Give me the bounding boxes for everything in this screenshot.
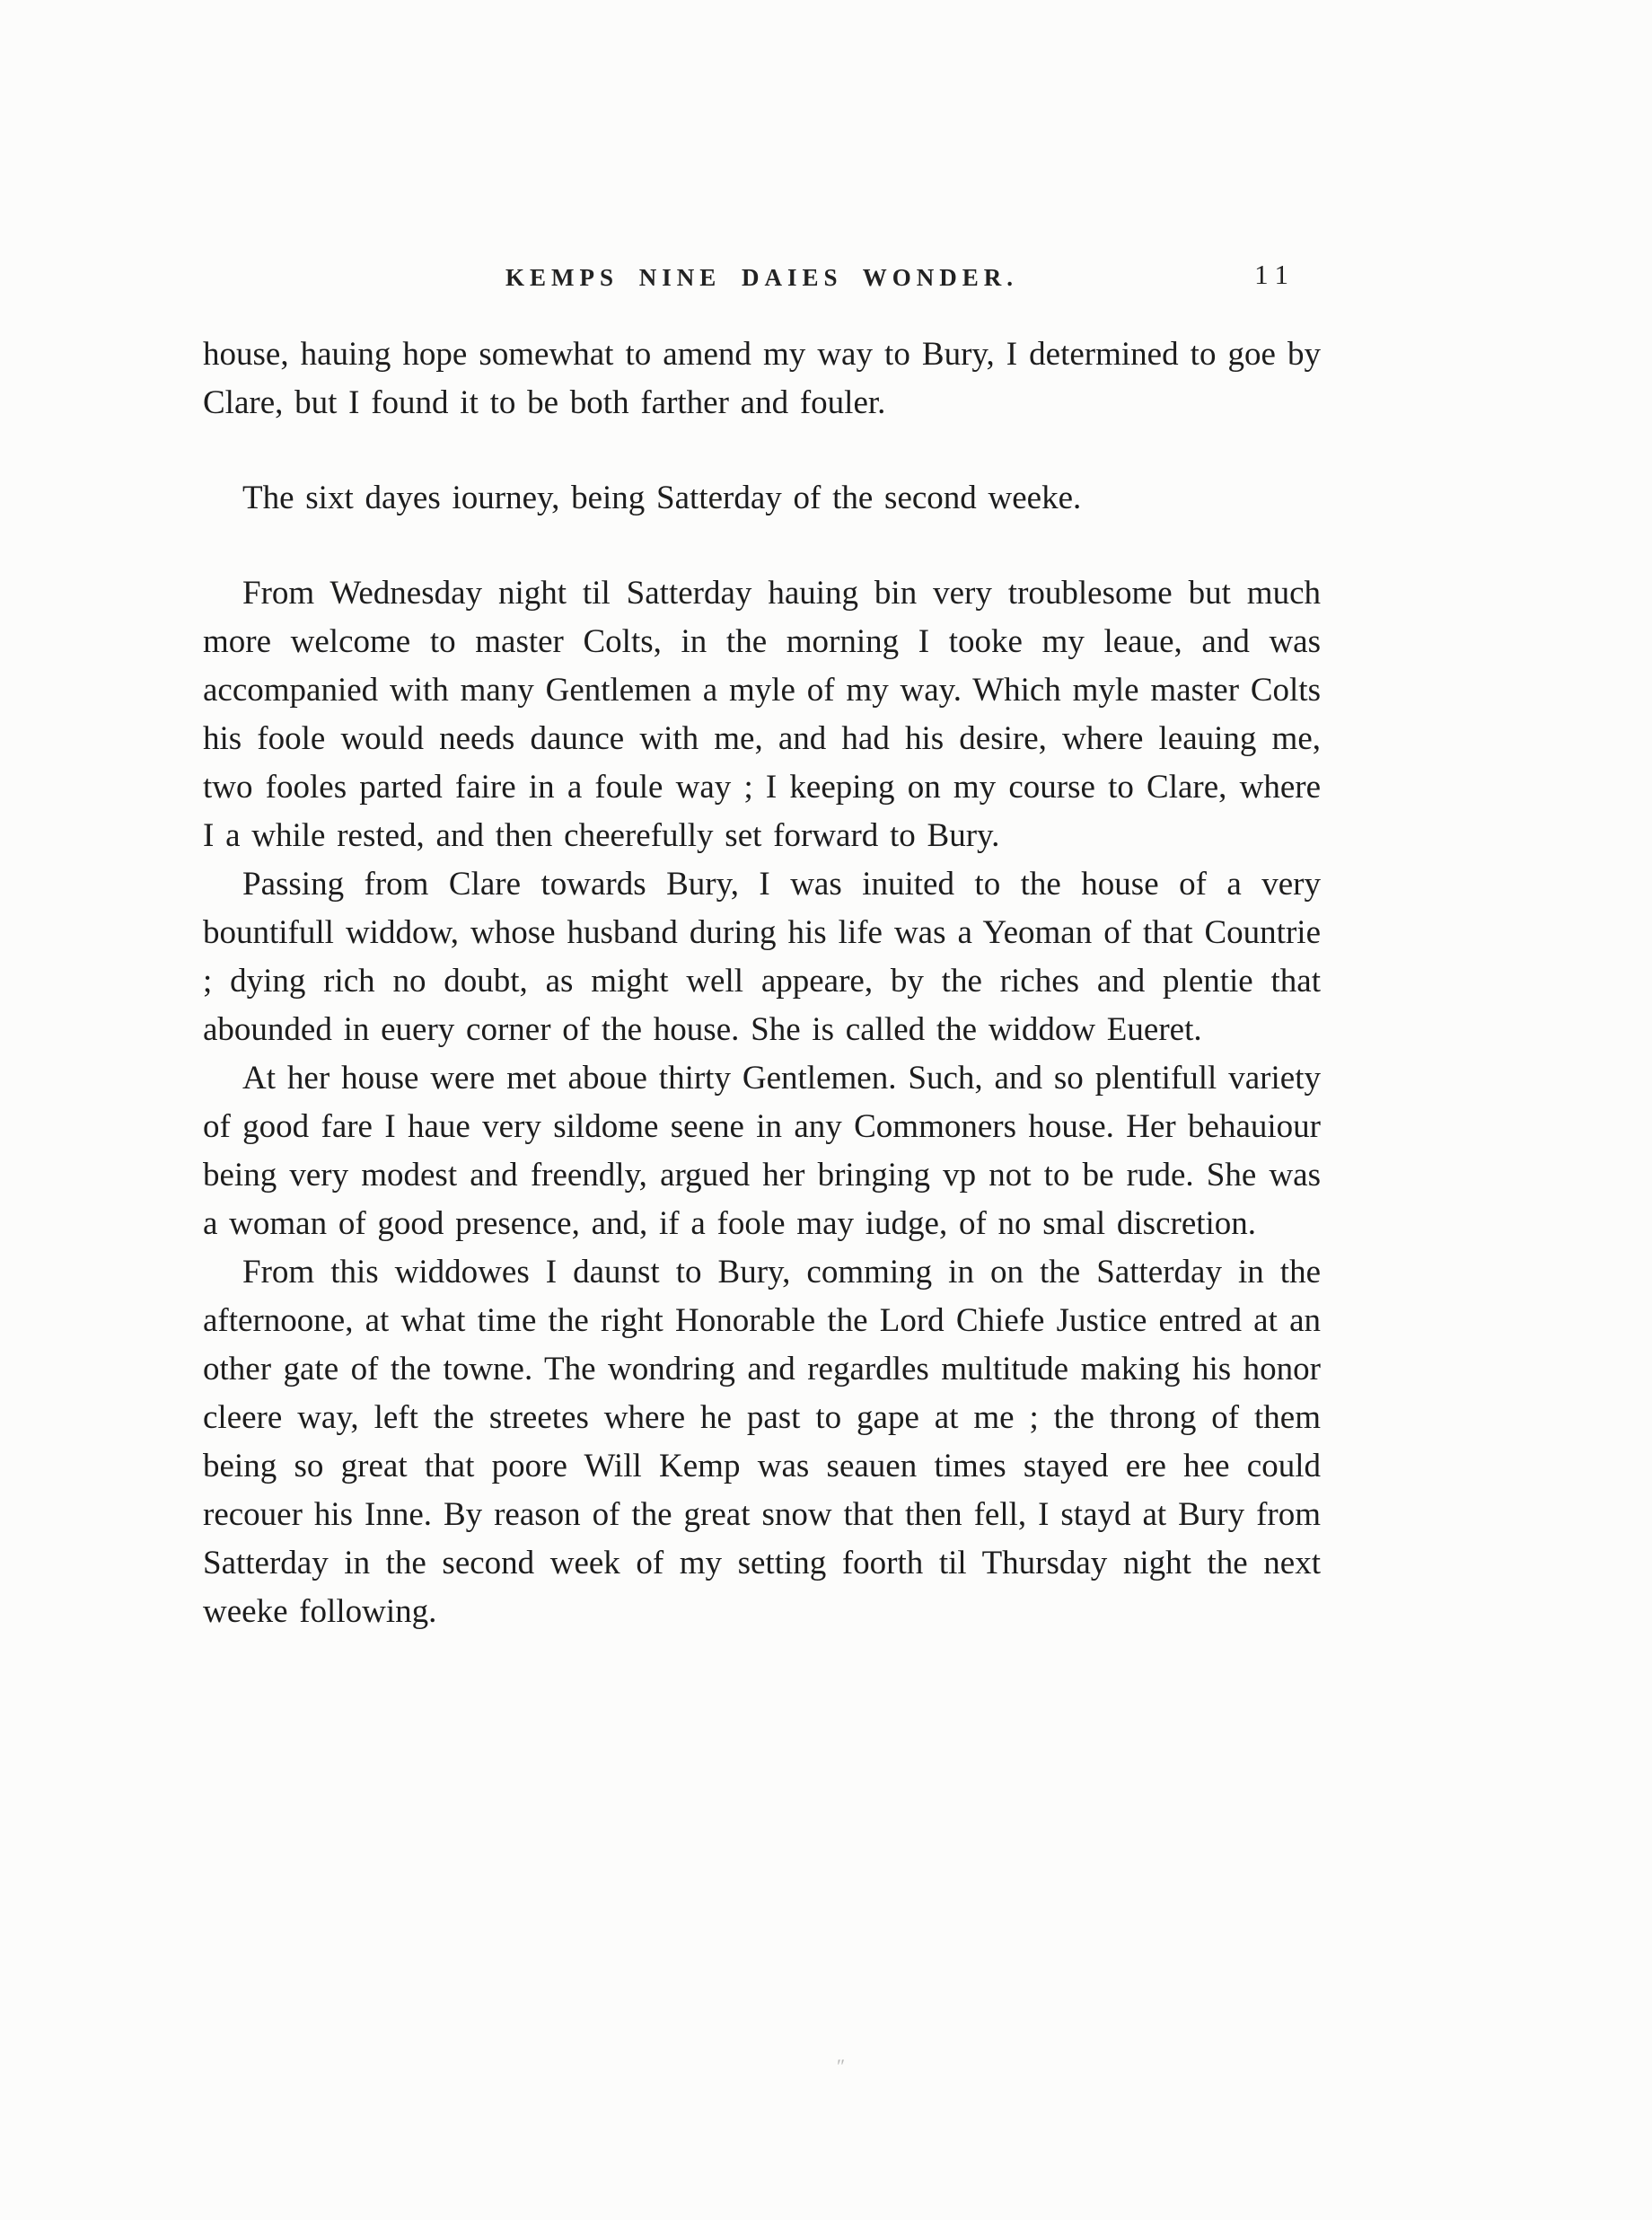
paragraph: From Wednesday night til Satterday hauing bin very troublesome but much more welcome to master Colts, in the morning I tooke my leaue, and was accompanied with many Gentlemen a myle of my way. Which myle master Colts his foole would needs daunce with me, and had his desire, where leauing me, two fooles parted faire in a foule way ; I keeping on my course to Clare, where I a while rested, and then cheerefully set forward to Bury.	[203, 575, 1321, 854]
scan-speck: ″	[837, 2055, 846, 2077]
page-header	[203, 259, 1321, 307]
paragraph: From this widdowes I daunst to Bury, comming in on the Satterday in the afternoone, at what time the right Honorable the Lord Chiefe Justice entred at an other gate of the towne. The wondring and regardles multitude making his honor cleere way, left the streetes where he past to gape at me ; the throng of them being so great that poore Will Kemp was seauen times stayed ere hee could recouer his Inne. By reason of the great snow that then fell, I stayd at Bury from Satterday in the second week of my setting foorth til Thursday night the next weeke following.	[203, 1254, 1321, 1630]
paragraph: Passing from Clare towards Bury, I was inuited to the house of a very bountifull widdow, whose husband during his life was a Yeoman of that Countrie ; dying rich no doubt, as might well appeare, by the riches and plentie that abounded in euery corner of the house. She is called the widdow Eueret.	[203, 866, 1321, 1048]
running-title: KEMPS NINE DAIES WONDER.	[505, 264, 1019, 291]
opening-paragraph: house, hauing hope somewhat to amend my way to Bury, I determined to goe by Clare, but I found it to be both farther and fouler.	[203, 336, 1321, 421]
paragraph: At her house were met aboue thirty Gentlemen. Such, and so plentifull variety of good fare I haue very sildome seene in any Commoners house. Her behauiour being very modest and freendly, argued her bringing vp not to be rude. She was a woman of good presence, and, if a foole may iudge, of no smal discretion.	[203, 1060, 1321, 1242]
text-block	[203, 330, 1321, 1636]
page-number: 11	[1254, 259, 1296, 290]
section-heading: The sixt dayes iourney, being Satterday of the second weeke.	[242, 480, 1082, 516]
